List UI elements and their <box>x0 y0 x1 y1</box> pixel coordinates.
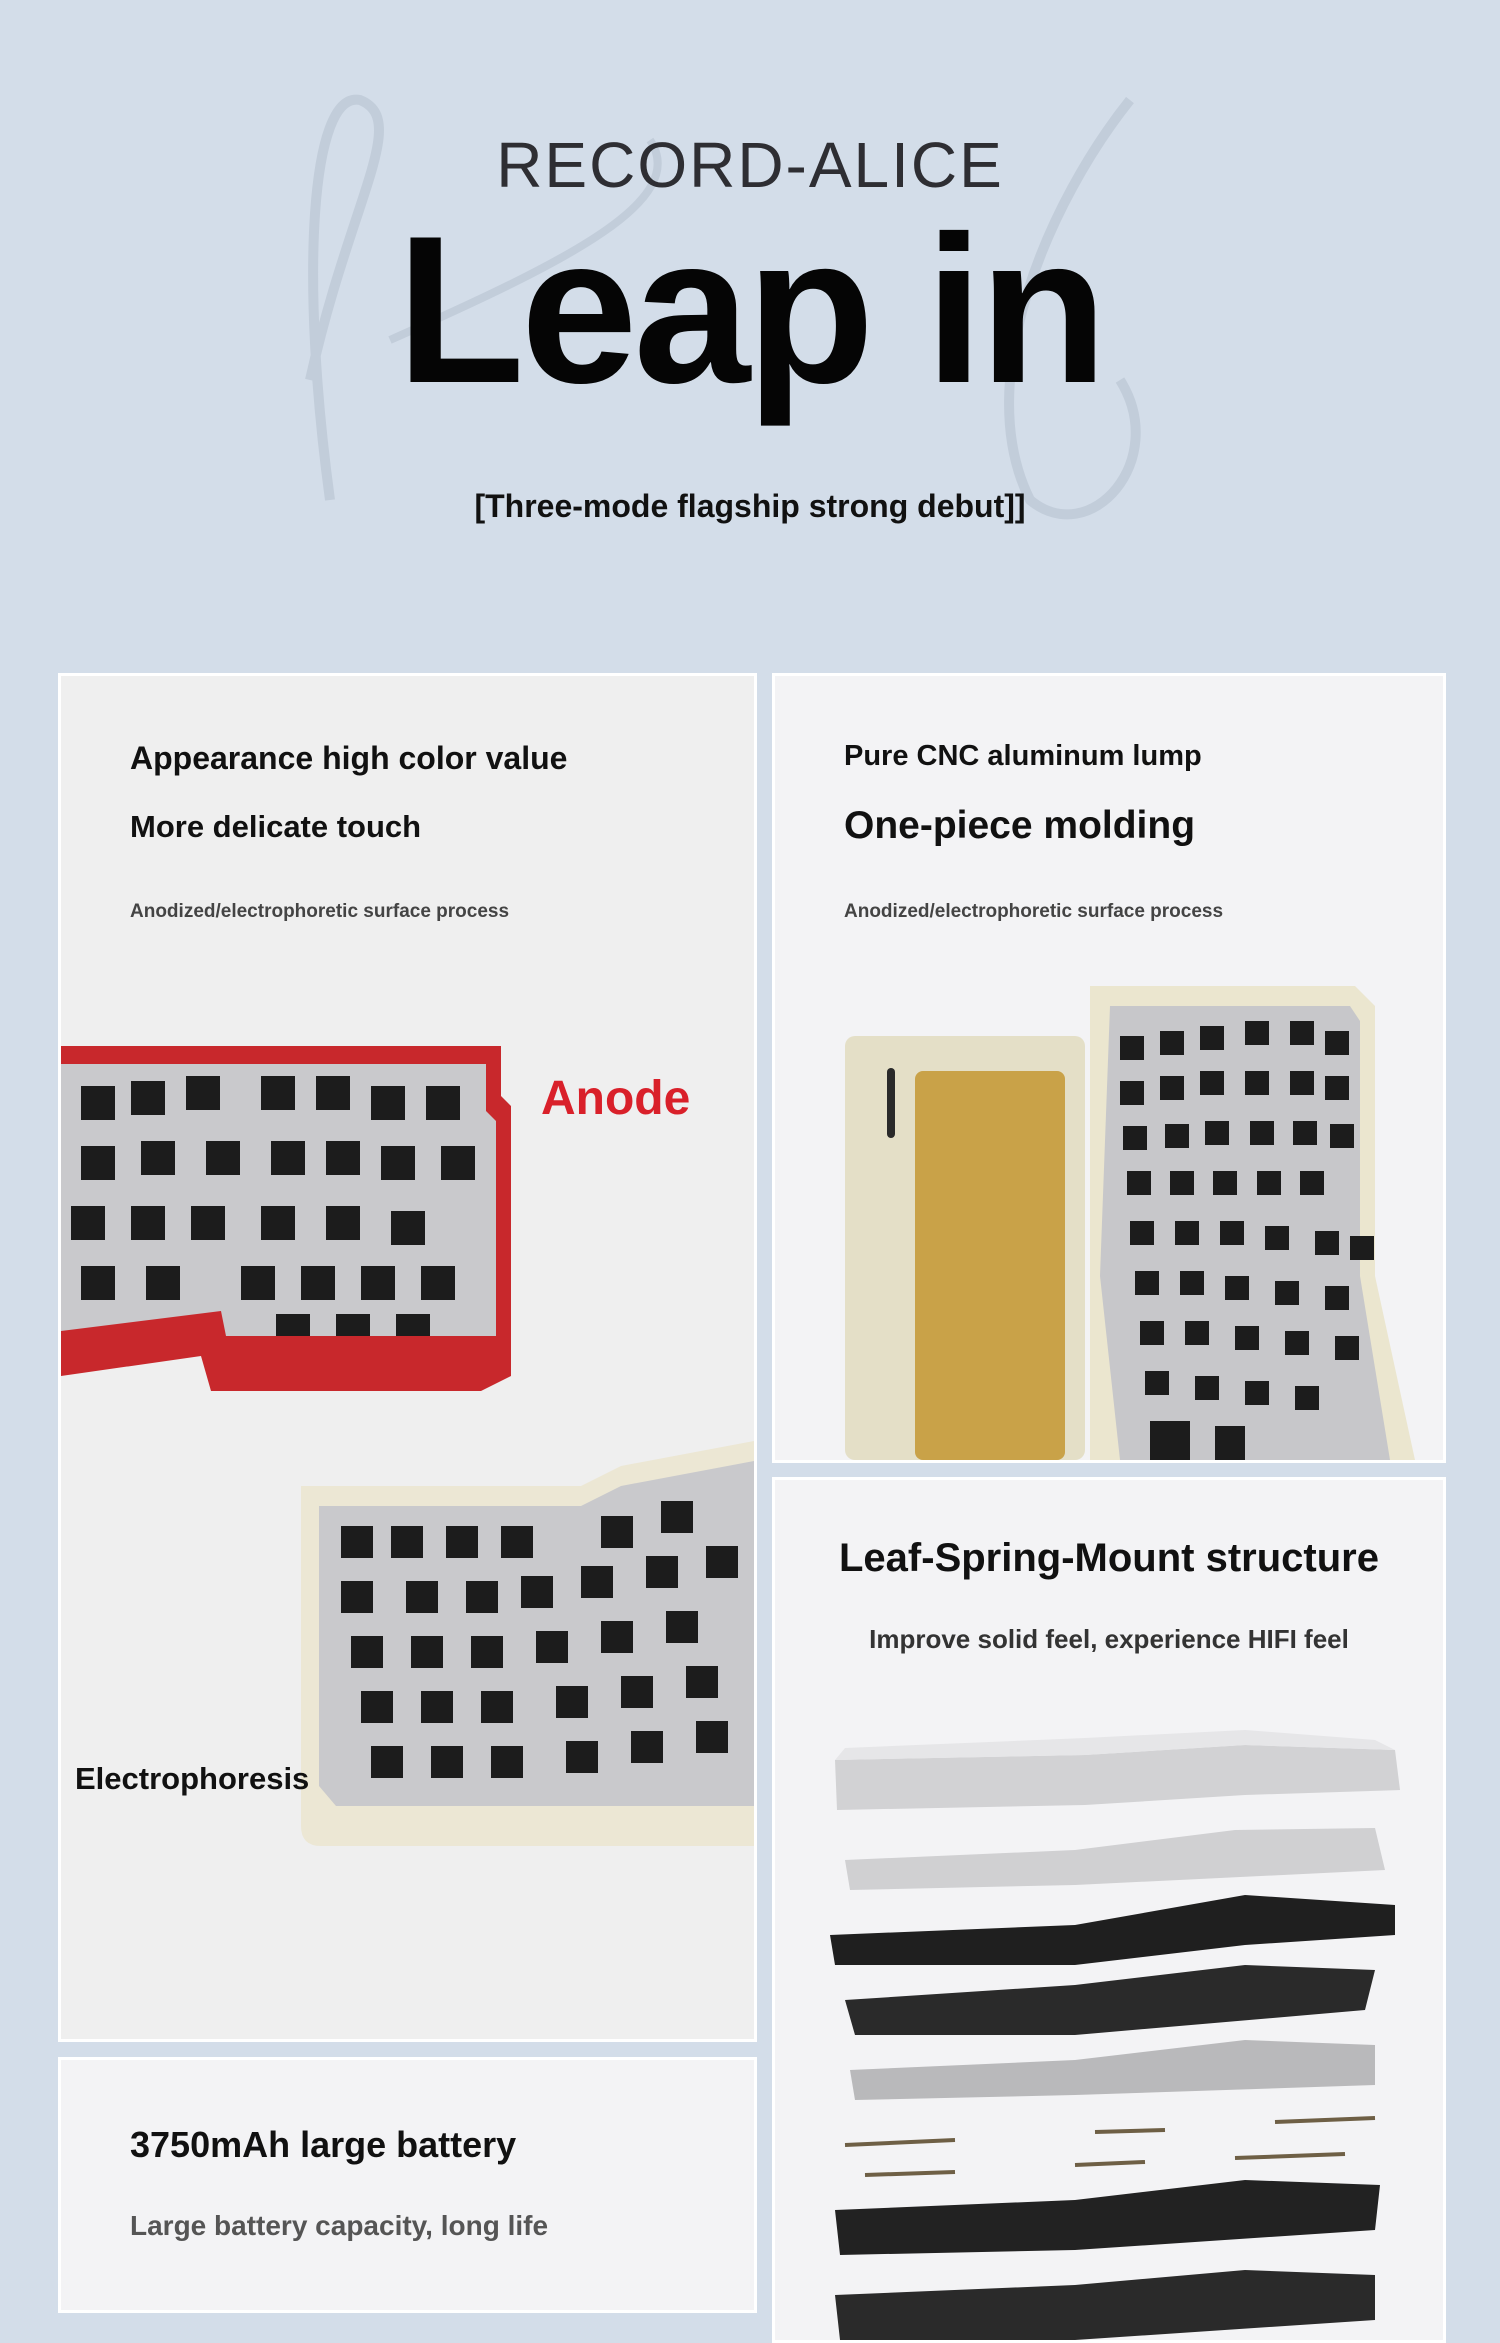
keyboard-cases-illustration <box>61 1046 754 1946</box>
mount-card <box>772 1477 1446 2343</box>
battery-card <box>58 2057 757 2313</box>
anode-label: Anode <box>541 1072 691 1125</box>
cnc-subtitle: One-piece molding <box>844 804 1196 847</box>
exploded-layers-illustration <box>775 1710 1443 2340</box>
mount-title: Leaf-Spring-Mount structure <box>839 1536 1379 1580</box>
appearance-card <box>58 673 757 2042</box>
appearance-note: Anodized/electrophoretic surface process <box>130 901 510 922</box>
page-subtitle: [Three-mode flagship strong debut]] <box>474 488 1026 524</box>
cnc-card <box>772 673 1446 1463</box>
mount-subtitle: Improve solid feel, experience HIFI feel <box>869 1624 1349 1654</box>
cnc-case-illustration <box>775 976 1443 1460</box>
cnc-title: Pure CNC aluminum lump <box>844 740 1202 772</box>
battery-subtitle: Large battery capacity, long life <box>130 2210 549 2241</box>
electrophoresis-label: Electrophoresis <box>75 1761 310 1796</box>
battery-title: 3750mAh large battery <box>130 2124 517 2165</box>
cnc-note: Anodized/electrophoretic surface process <box>844 901 1224 922</box>
page-headline: Leap in <box>396 192 1104 427</box>
appearance-title: Appearance high color value <box>130 740 568 776</box>
brand-name: RECORD-ALICE <box>496 129 1004 201</box>
appearance-subtitle: More delicate touch <box>130 809 422 844</box>
